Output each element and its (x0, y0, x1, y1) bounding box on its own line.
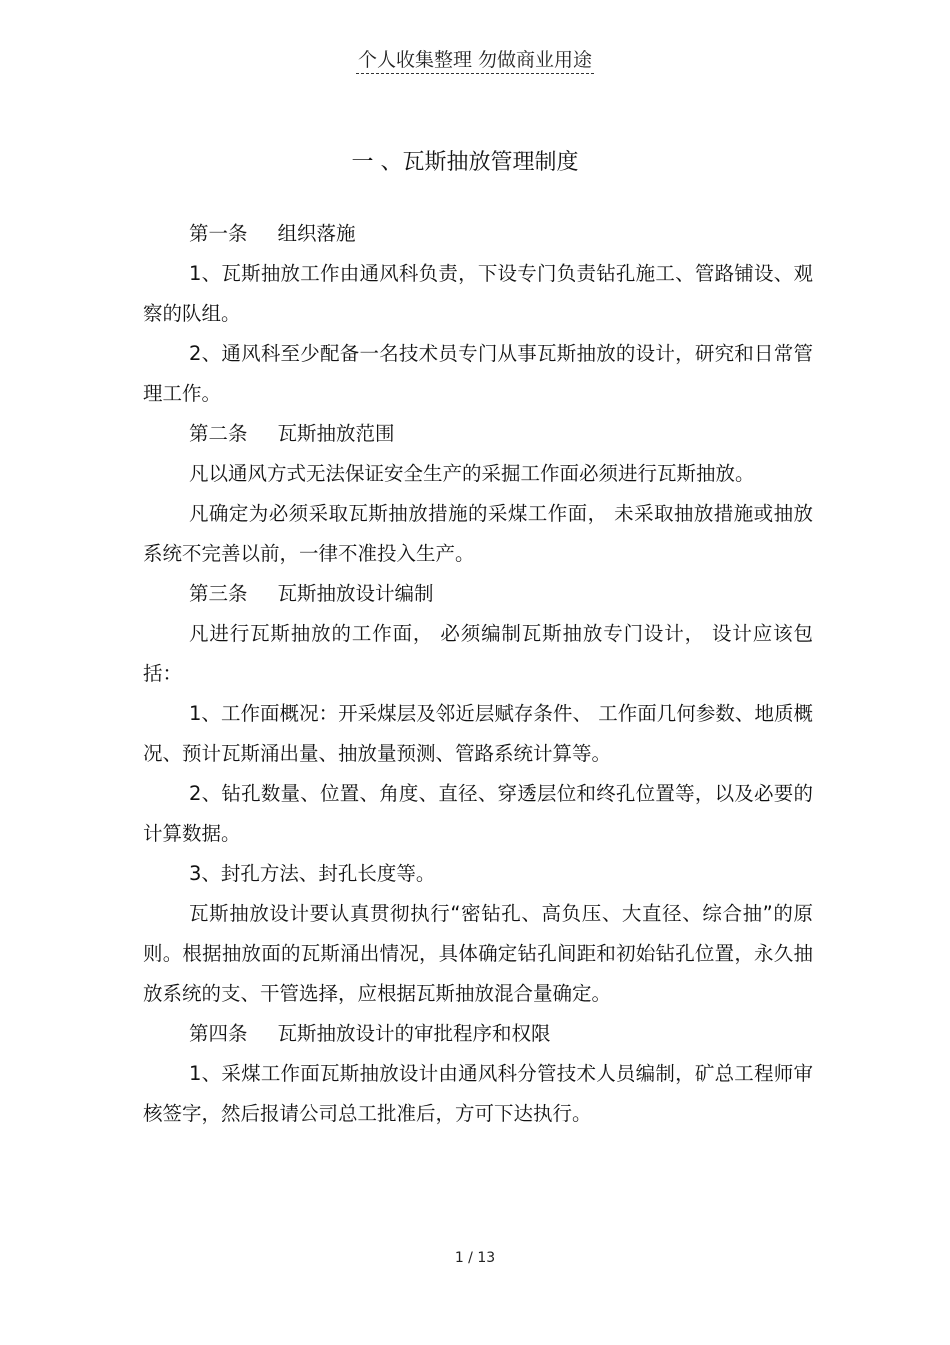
article-number: 第三条 (189, 582, 248, 605)
paragraph: 凡进行瓦斯抽放的工作面， 必须编制瓦斯抽放专门设计， 设计应该包括： (143, 622, 813, 685)
paragraph: 1、工作面概况：开采煤层及邻近层赋存条件、 工作面几何参数、地质概况、预计瓦斯涌出量、抽放量预测、管路系统计算等。 (143, 702, 813, 765)
document-body (143, 214, 813, 1134)
page-header (0, 47, 950, 73)
paragraph: 2、钻孔数量、位置、角度、直径、穿透层位和终孔位置等，以及必要的计算数据。 (143, 782, 813, 845)
article-title: 组织落施 (277, 222, 356, 245)
paragraph: 1、采煤工作面瓦斯抽放设计由通风科分管技术人员编制，矿总工程师审核签字，然后报请公司总工批准后，方可下达执行。 (143, 1062, 813, 1125)
paragraph: 凡确定为必须采取瓦斯抽放措施的采煤工作面， 未采取抽放措施或抽放系统不完善以前，一律不准投入生产。 (143, 502, 813, 565)
paragraph: 3、封孔方法、封孔长度等。 (189, 862, 436, 885)
article-heading (143, 414, 813, 454)
document-title: 一 、瓦斯抽放管理制度 (351, 150, 579, 175)
paragraph: 瓦斯抽放设计要认真贯彻执行“密钻孔、高负压、大直径、综合抽”的原则。根据抽放面的瓦斯涌出情况，具体确定钻孔间距和初始钻孔位置，永久抽放系统的支、干管选择，应根据瓦斯抽放混合量确定。 (143, 902, 813, 1005)
header-text: 个人收集整理 勿做商业用途 (356, 49, 594, 74)
page-number: 1 / 13 (454, 1250, 496, 1266)
article-number: 第一条 (189, 222, 248, 245)
paragraph: 凡以通风方式无法保证安全生产的采掘工作面必须进行瓦斯抽放。 (189, 462, 755, 485)
article-number: 第二条 (189, 422, 248, 445)
paragraph: 2、通风科至少配备一名技术员专门从事瓦斯抽放的设计，研究和日常管理工作。 (143, 342, 813, 405)
paragraph: 1、瓦斯抽放工作由通风科负责，下设专门负责钻孔施工、管路铺设、观察的队组。 (143, 262, 813, 325)
article-heading (143, 1014, 813, 1054)
article-title: 瓦斯抽放设计编制 (277, 582, 434, 605)
article-number: 第四条 (189, 1022, 248, 1045)
article-heading (143, 574, 813, 614)
article-title: 瓦斯抽放设计的审批程序和权限 (277, 1022, 551, 1045)
article-title: 瓦斯抽放范围 (277, 422, 395, 445)
article-heading (143, 214, 813, 254)
